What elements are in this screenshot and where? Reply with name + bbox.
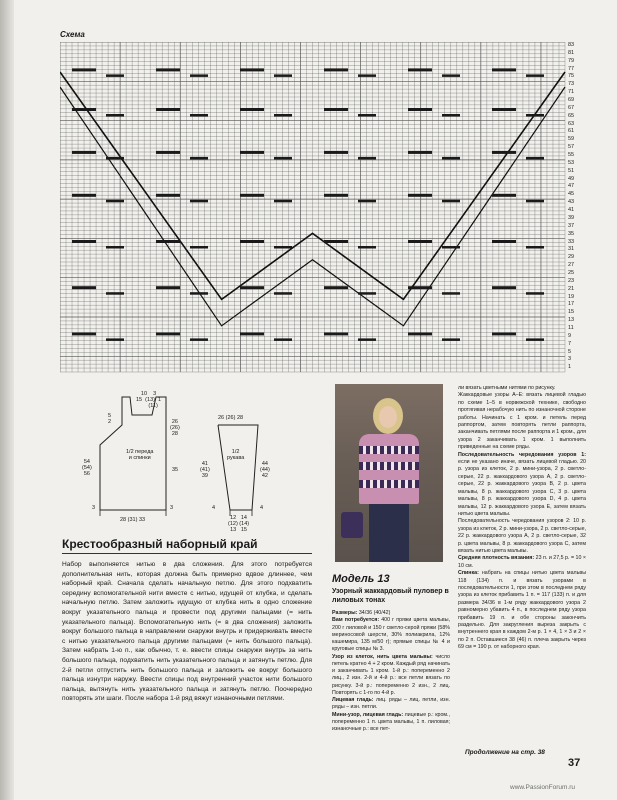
- row-number: 9: [568, 332, 572, 339]
- model-photo: [335, 384, 443, 562]
- model-subtitle: Узорный жаккардовый пуловер в лиловых тонах: [332, 588, 449, 604]
- sleeve-outline: [218, 425, 258, 510]
- row-number: 69: [568, 97, 575, 104]
- paragraph-text: Жаккардовые узоры А–Е: вязать лицевой гладью по схеме 1–5 в норвежской технике, свободно протягивая нерабочую нить по изнаночной стороне работы. Начинать с 1 кром. и петель перед раппортом, затем повторять петли раппорта, заканчивать петлями после раппорта и 1 кром., для узора 2 заканчивать 1 кром. 1 выполнить приведенные на схеме ряды.: [458, 392, 586, 451]
- row-number: 13: [568, 317, 575, 324]
- row-number: 49: [568, 175, 575, 182]
- row-number: 73: [568, 81, 575, 88]
- paragraph-lead: Лицевая гладь:: [332, 697, 374, 703]
- front-left-top: 5 2: [108, 413, 112, 425]
- paragraph-lead: Вам потребуется:: [332, 617, 380, 624]
- chart-grid: [60, 42, 582, 377]
- box-title: Крестообразный наборный край: [62, 537, 312, 554]
- paragraph-lead: Спинка:: [458, 570, 479, 577]
- paragraph: [458, 555, 586, 570]
- knitting-chart: [60, 42, 582, 377]
- front-left-bottom: 3: [92, 505, 96, 511]
- instructions-right-column: [458, 385, 586, 652]
- paragraph-lead: Мини-узор, лицевая гладь:: [332, 711, 404, 718]
- row-number: 11: [568, 324, 574, 331]
- sleeve-label: 1/2 рукава: [227, 449, 245, 461]
- paragraph-lead: Узор из клеток, нить цвета мальвы:: [332, 653, 433, 660]
- sleeve-right-bottom: 4: [260, 505, 264, 511]
- page-spine: [0, 0, 14, 800]
- row-number: 81: [568, 49, 575, 56]
- paragraph-text: Последовательность чередования узоров 2: 10 р. узора из клеток, 2 р. мини-узора, 2 р. светло-серые, 22 р. жаккардового узора А, 2 р. светло-серые, 32 р. цвета мальвы, 8 р. жаккардового узора С, затем вязать нитью цвета мальвы.: [458, 518, 586, 554]
- continuation-note: Продолжение на стр. 38: [465, 749, 545, 756]
- front-bottom: 28 (31) 33: [120, 517, 146, 523]
- row-number: 31: [568, 246, 575, 253]
- front-top-measures: 10 3 15 (13) 1 (11): [136, 391, 162, 409]
- paragraph-text: 34/36 (40/42): [357, 610, 391, 616]
- sleeve-left-side: 41 (41) 39: [200, 461, 210, 479]
- paragraph: [458, 452, 586, 519]
- row-number: 19: [568, 293, 575, 300]
- schematic-drawings: [70, 385, 320, 535]
- paragraph-text: число петель кратно 4 + 2 кром. Каждый ряд начинать и заканчивать 1 кром. 1-й р.: попеременно 2 лиц., 2 изн. 2-й и 4-й р.: все петли вязать по рисунку. 3-й р.: попеременно 2 изн., 2 лиц. Повторять с 1-го по 4-й р.: [332, 653, 450, 696]
- row-number: 27: [568, 262, 575, 269]
- sleeve-top: 26 (26) 28: [218, 415, 244, 421]
- sleeve-bottom: 12 14 (12) (14) 13 15: [228, 515, 250, 533]
- row-number: 57: [568, 144, 575, 151]
- paragraph: [332, 712, 450, 734]
- row-number: 45: [568, 191, 575, 198]
- page-number: 37: [568, 757, 581, 769]
- row-number: 51: [568, 167, 575, 174]
- paragraph-lead: Средняя плотность вязания:: [458, 555, 535, 562]
- pattern-diagrams: [70, 385, 320, 535]
- row-number: 15: [568, 309, 575, 316]
- row-number: 37: [568, 222, 575, 229]
- row-number: 67: [568, 104, 575, 111]
- row-number: 47: [568, 183, 575, 190]
- paragraph: [332, 697, 450, 712]
- row-number: 7: [568, 340, 572, 347]
- front-right-side: 35: [172, 467, 179, 473]
- row-number: 83: [568, 42, 575, 48]
- front-right-top: 26 (26) 28: [170, 419, 180, 437]
- row-number: 43: [568, 199, 575, 206]
- front-label: 1/2 переда и спинки: [126, 449, 154, 461]
- row-number: 61: [568, 128, 575, 135]
- row-number: 29: [568, 254, 575, 261]
- sleeve-left-bottom: 4: [212, 505, 216, 511]
- paragraph-lead: Размеры:: [332, 610, 358, 616]
- row-number: 5: [568, 348, 572, 355]
- row-number: 35: [568, 230, 575, 237]
- paragraph-text: 23 п. и 27,5 р. = 10 × 10 см.: [458, 555, 586, 569]
- row-number: 79: [568, 57, 575, 64]
- row-number: 17: [568, 301, 575, 308]
- paragraph-text: 400 г пряжи цвета мальвы, 200 г лиловой и 150 г светло-серой пряжи (58% мериносовой шерсти, 30% полиакрила, 12% кашемира, 135 м/50 г); прямые спицы № 4 и круговые спицы № 3.: [332, 617, 451, 653]
- scheme-title: Схема: [60, 30, 85, 39]
- row-number: 63: [568, 120, 575, 127]
- site-watermark: www.PassionForum.ru: [510, 784, 576, 791]
- paragraph: [458, 570, 586, 651]
- paragraph: [332, 617, 450, 653]
- row-number: 39: [568, 214, 575, 221]
- paragraph-text: лицевые р.: кром., попеременно 1 п. цвета мальвы, 1 п. лиловая; изнаночные р.: все пет-: [332, 711, 450, 732]
- row-number: 21: [568, 285, 575, 292]
- paragraph-text: лиц. ряды – лиц. петли, изн. ряды – изн. петли.: [332, 697, 450, 711]
- paragraph: [332, 654, 450, 698]
- front-left-side: 54 (54) 56: [82, 459, 92, 477]
- row-number: 55: [568, 152, 575, 159]
- front-right-bottom: 3: [170, 505, 174, 511]
- paragraph-text: набрать на спицы нитью цвета мальвы 118 (134) п. и вязать узорами в последовательности 1, при этом в последнем ряду узора из клеток прибавить 1 п. = 117 (133) п. и для размера 34/36 в 1-м ряду жаккардового узора 2 равномерно убавить 4 п., в последнем ряду узора прибавить 19 п. и обе стороны закончить раздельно. Для закругления выреза закрыть с внутреннего края в каждом 2-м р. 1 × 4, 1 × 3 и 2 × по 2 п. Оставшиеся 38 (46) п. плеча закрыть через 69 см = 190 р. от наборного края.: [458, 570, 586, 651]
- row-number: 77: [568, 65, 575, 72]
- row-number: 33: [568, 238, 575, 245]
- model-title: Модель 13: [332, 573, 390, 585]
- row-number: 59: [568, 136, 575, 143]
- row-number: 1: [568, 364, 572, 371]
- row-number: 41: [568, 207, 575, 214]
- row-number: 3: [568, 356, 572, 363]
- sleeve-right-side: 44 (44) 42: [260, 461, 270, 479]
- row-number: 65: [568, 112, 575, 119]
- row-number: 23: [568, 277, 575, 284]
- paragraph: [458, 518, 586, 555]
- paragraph-text: если не указано иначе, вязать лицевой гладью. 20 р. узора из клеток, 2 р. мини-узора, 2 р. светло-серые, 22 р. жаккардового узора А, 2 р. светло-серые, 22 р. жаккардового узора В, 2 р. цвета мальвы, 8 р. жаккардового узора С, 3 р. цвета мальвы, 8 р. жаккардового узора D, 4 р. цвета мальвы, 12 р. жаккардового узора Е, затем вязать нитью цвета мальвы.: [458, 459, 586, 517]
- cast-on-box: [60, 537, 314, 767]
- row-number: 53: [568, 159, 575, 166]
- paragraph-lead: Последовательность чередования узоров 1:: [458, 451, 586, 458]
- row-number: 75: [568, 73, 575, 80]
- row-number: 71: [568, 89, 575, 96]
- box-text: Набор выполняется нитью в два сложения. Для этого потребуется дополнительная нить, которая должна быть примерно вдвое длиннее, чем наборный край. Сначала сделать начальную петлю. Для этого подхватить середину вспомогательной нити вместе с нитью, идущей от клубка, и сделать начальную петлю. Затем заложить идущую от клубка нить в одно сложение вокруг указательного пальца и провести под другими пальцами (= нить указательного пальца). Вспомогательную нить (= в два сложения) заложить вокруг большого пальца в направлении снаружи внутрь и придерживать вместе с нитью указательного пальца другими пальцами (= нить большого пальца). Затем набрать 1-ю п., как обычно, т. е. ввести спицы снаружи внутрь за нить большого пальца, подхватить нить указательного пальца и затянуть петлю. Для 2-й петли отпустить нить большого пальца и заложить ее вокруг большого пальца изнутри наружу. Ввести спицы под внутренний участок нити большого пальца, вытянуть нить указательного пальца и затянуть петлю. Поочередно повторять эти шаги. После набора 1-й ряд вяжут изнаночными петлями.: [62, 561, 312, 703]
- row-number: 25: [568, 269, 575, 276]
- paragraph: [458, 392, 586, 451]
- paragraph-text: ли вязать цветными нитями по рисунку.: [458, 385, 556, 391]
- instructions-middle-column: [332, 610, 450, 733]
